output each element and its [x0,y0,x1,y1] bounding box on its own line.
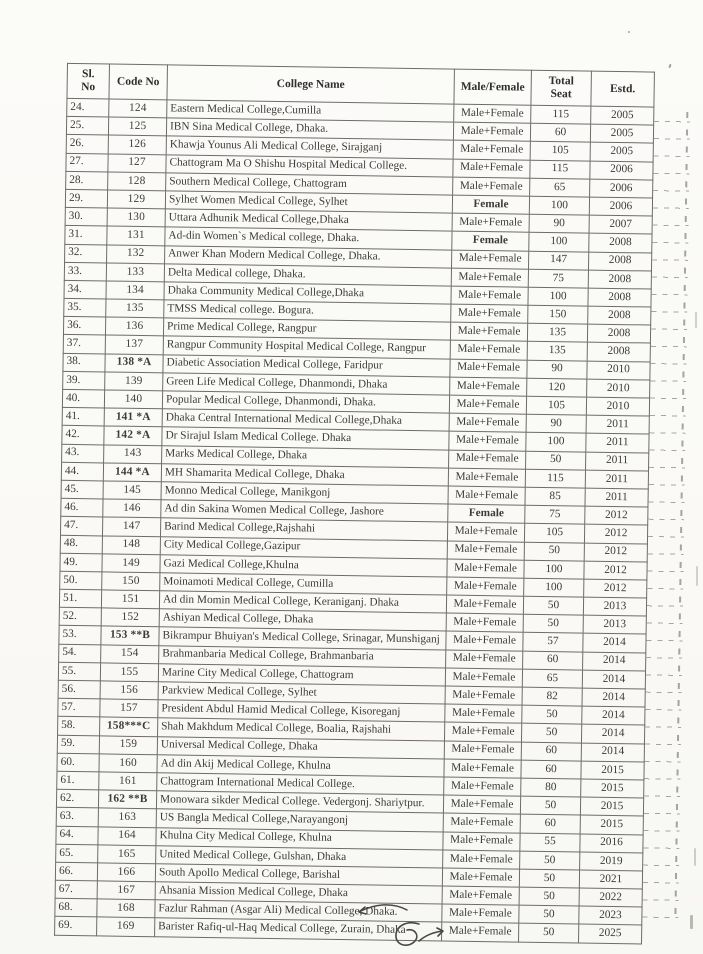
gender-cell: Male+Female [448,468,525,487]
total-seat-cell: 50 [526,451,586,470]
college-name-cell: US Bangla Medical College,Narayangonj [156,809,443,831]
gender-cell: Male+Female [443,795,520,814]
total-seat-cell: 75 [528,269,588,288]
sl-no-cell: 25. [66,117,108,136]
sl-no-cell: 36. [63,317,105,336]
college-name-cell: City Medical College,Gazipur [160,536,447,558]
sl-no-cell: 61. [57,771,99,790]
total-seat-cell: 90 [526,414,586,433]
total-seat-cell: 50 [519,924,579,943]
total-seat-cell: 60 [521,760,581,779]
total-seat-cell: 50 [523,614,583,633]
estd-cell: 2014 [581,724,644,743]
total-seat-cell: 115 [531,105,591,124]
sl-no-cell: 69. [55,917,97,936]
code-no-cell: 149 [102,554,160,573]
total-seat-cell: 50 [519,869,579,888]
estd-cell: 2015 [581,779,644,798]
column-header-code-no: Code No [109,64,168,100]
estd-cell: 2010 [586,397,649,416]
college-name-cell: Ad din Sakina Women Medical College, Jashore [161,500,448,522]
code-no-cell: 132 [107,244,165,263]
sl-no-cell: 55. [58,662,100,681]
gender-cell: Male+Female [443,850,520,869]
code-no-cell: 137 [105,335,163,354]
total-seat-cell: 85 [525,487,585,506]
college-name-cell: South Apollo Medical College, Barishal [155,864,442,886]
sl-no-cell: 49. [60,553,102,572]
college-name-cell: Uttara Adhunik Medical College,Dhaka [165,209,452,231]
college-name-cell: Ad din Akij Medical College, Khulna [157,755,444,777]
estd-cell: 2014 [583,634,646,653]
estd-cell: 2014 [582,706,645,725]
total-seat-cell: 100 [529,196,589,215]
gender-cell: Male+Female [449,395,526,414]
total-seat-cell: 90 [529,214,589,233]
college-name-cell: Bikrampur Bhuiyan's Medical College, Srinagar, Munshiganj [159,627,446,649]
total-seat-cell: 100 [528,287,588,306]
total-seat-cell: 50 [521,724,581,743]
college-name-cell: Prime Medical College, Rangpur [163,318,450,340]
code-no-cell: 159 [99,735,157,754]
sl-no-cell: 63. [56,808,98,827]
sl-no-cell: 43. [62,444,104,463]
estd-cell: 2005 [590,142,653,161]
code-no-cell: 147 [102,517,160,536]
college-name-cell: Barister Rafiq-ul-Haq Medical College, Zurain, Dhaka [155,918,442,940]
gender-cell: Male+Female [447,522,524,541]
estd-cell: 2012 [584,579,647,598]
code-no-cell: 141 *A [104,408,162,427]
sl-no-cell: 26. [66,135,108,154]
gender-cell: Female [452,195,529,214]
total-seat-cell: 50 [520,851,580,870]
gender-cell: Male+Female [451,286,528,305]
college-name-cell: Ashiyan Medical College, Dhaka [159,609,446,631]
estd-cell: 2010 [587,379,650,398]
code-no-cell: 124 [109,99,167,118]
total-seat-cell: 105 [524,524,584,543]
code-no-cell: 130 [107,208,165,227]
college-name-cell: Ad din Momin Medical College, Keraniganj. Dhaka [159,591,446,613]
college-name-cell: IBN Sina Medical College, Dhaka. [166,118,453,140]
total-seat-cell: 80 [521,778,581,797]
code-no-cell: 152 [101,608,159,627]
code-no-cell: 160 [99,754,157,773]
gender-cell: Male+Female [446,595,523,614]
college-name-cell: Green Life Medical College, Dhanmondi, Dhaka [163,373,450,395]
gender-cell: Male+Female [454,104,531,123]
code-no-cell: 129 [107,190,165,209]
college-name-cell: Dhaka Central International Medical College,Dhaka [162,409,449,431]
gender-cell: Female [448,504,525,523]
total-seat-cell: 55 [520,833,580,852]
code-no-cell: 146 [103,499,161,518]
estd-cell: 2016 [580,834,643,853]
gender-cell: Male+Female [449,413,526,432]
total-seat-cell: 115 [530,160,590,179]
gender-cell: Male+Female [449,431,526,450]
code-no-cell: 136 [105,317,163,336]
total-seat-cell: 120 [527,378,587,397]
column-header-sl-no: Sl. No [67,63,110,99]
code-no-cell: 125 [108,117,166,136]
code-no-cell: 167 [97,881,155,900]
total-seat-cell: 147 [528,251,588,270]
sl-no-cell: 24. [67,98,109,117]
scan-speck [694,848,696,866]
column-header-college-name: College Name [167,65,454,104]
code-no-cell: 157 [100,699,158,718]
total-seat-cell: 60 [520,814,580,833]
sl-no-cell: 30. [65,207,107,226]
college-name-cell: United Medical College, Gulshan, Dhaka [156,845,443,867]
gender-cell: Male+Female [445,668,522,687]
code-no-cell: 134 [106,281,164,300]
sl-no-cell: 31. [65,226,107,245]
gender-cell: Male+Female [448,486,525,505]
sl-no-cell: 37. [63,335,105,354]
sl-no-cell: 48. [60,535,102,554]
total-seat-cell: 65 [522,669,582,688]
estd-cell: 2014 [581,743,644,762]
gender-cell: Male+Female [446,631,523,650]
total-seat-cell: 100 [524,578,584,597]
sl-no-cell: 54. [59,644,101,663]
code-no-cell: 145 [103,481,161,500]
gender-cell: Male+Female [453,159,530,178]
total-seat-cell: 100 [526,433,586,452]
estd-cell: 2006 [590,161,653,180]
college-name-cell: Marks Medical College, Dhaka [162,445,449,467]
sl-no-cell: 57. [58,698,100,717]
college-name-cell: Marine City Medical College, Chattogram [158,664,445,686]
code-no-cell: 128 [108,172,166,191]
total-seat-cell: 57 [523,633,583,652]
gender-cell: Male+Female [442,868,519,887]
gender-cell: Male+Female [443,813,520,832]
total-seat-cell: 135 [527,323,587,342]
gender-cell: Male+Female [453,140,530,159]
college-name-cell: Monowara sikder Medical College. Vedergonj. Shariytpur. [156,791,443,813]
estd-cell: 2015 [580,815,643,834]
total-seat-cell: 90 [527,360,587,379]
code-no-cell: 153 **B [101,626,159,645]
college-name-cell: Diabetic Association Medical College, Faridpur [163,354,450,376]
sl-no-cell: 56. [58,680,100,699]
estd-cell: 2015 [581,761,644,780]
sl-no-cell: 29. [65,189,107,208]
code-no-cell: 139 [105,372,163,391]
gender-cell: Male+Female [447,541,524,560]
sl-no-cell: 35. [64,298,106,317]
college-name-cell: Brahmanbaria Medical College, Brahmanbaria [159,645,446,667]
estd-cell: 2014 [583,652,646,671]
estd-cell: 2014 [582,670,645,689]
gender-cell: Male+Female [444,722,521,741]
code-no-cell: 164 [98,826,156,845]
table-skew-wrapper [54,63,687,945]
scan-speck [628,31,630,33]
estd-cell: 2007 [589,215,652,234]
code-no-cell: 142 *A [104,426,162,445]
gender-cell: Male+Female [452,250,529,269]
code-no-cell: 166 [97,863,155,882]
total-seat-cell: 60 [521,742,581,761]
gender-cell: Male+Female [443,832,520,851]
college-name-cell: Gazi Medical College,Khulna [160,554,447,576]
estd-cell: 2006 [590,179,653,198]
gender-cell: Male+Female [442,904,519,923]
sl-no-cell: 52. [59,608,101,627]
estd-cell: 2011 [585,488,648,507]
gender-cell: Male+Female [450,377,527,396]
estd-cell: 2008 [587,343,650,362]
code-no-cell: 126 [108,135,166,154]
sl-no-cell: 40. [62,389,104,408]
estd-cell: 2014 [582,688,645,707]
college-name-cell: Khawja Younus Ali Medical College, Sirajganj [166,136,453,158]
estd-cell: 2015 [580,797,643,816]
code-no-cell: 144 *A [103,463,161,482]
medical-college-table [54,63,655,944]
college-name-cell: Southern Medical College, Chattogram [166,173,453,195]
total-seat-cell: 50 [520,796,580,815]
total-seat-cell: 115 [525,469,585,488]
code-no-cell: 165 [98,845,156,864]
college-name-cell: Monno Medical College, Manikgonj [161,482,448,504]
college-name-cell: Ahsania Mission Medical College, Dhaka [155,882,442,904]
code-no-cell: 133 [106,263,164,282]
college-name-cell: Parkview Medical College, Sylhet [158,682,445,704]
total-seat-cell: 82 [522,687,582,706]
estd-cell: 2013 [583,615,646,634]
sl-no-cell: 27. [66,153,108,172]
code-no-cell: 155 [100,663,158,682]
gender-cell: Male+Female [450,322,527,341]
sl-no-cell: 33. [64,262,106,281]
gender-cell: Male+Female [447,577,524,596]
column-header-total-seat: Total Seat [531,70,592,106]
total-seat-cell: 135 [527,342,587,361]
total-seat-cell: 60 [523,651,583,670]
total-seat-cell: 50 [524,542,584,561]
college-name-cell: Dhaka Community Medical College,Dhaka [164,282,451,304]
sl-no-cell: 62. [56,789,98,808]
gender-cell: Male+Female [444,741,521,760]
college-name-cell: Popular Medical College, Dhanmondi, Dhaka. [162,391,449,413]
college-name-cell: Barind Medical College,Rajshahi [160,518,447,540]
estd-cell: 2008 [588,252,651,271]
total-seat-cell: 150 [528,305,588,324]
total-seat-cell: 60 [530,123,590,142]
table-body [55,98,654,943]
total-seat-cell: 75 [525,505,585,524]
code-no-cell: 158***C [100,717,158,736]
estd-cell: 2011 [586,452,649,471]
code-no-cell: 168 [97,899,155,918]
gender-cell: Male+Female [450,359,527,378]
estd-cell: 2025 [579,924,642,943]
gender-cell: Male+Female [442,886,519,905]
sl-no-cell: 60. [57,753,99,772]
estd-cell: 2023 [579,906,642,925]
code-no-cell: 140 [104,390,162,409]
scan-speck [668,64,671,68]
code-no-cell: 169 [97,917,155,936]
total-seat-cell: 50 [522,705,582,724]
sl-no-cell: 46. [61,498,103,517]
college-name-cell: Anwer Khan Modern Medical College, Dhaka. [165,245,452,267]
estd-cell: 2012 [585,506,648,525]
sl-no-cell: 47. [60,517,102,536]
college-name-cell: Eastern Medical College,Cumilla [167,100,454,122]
college-name-cell: Khulna City Medical College, Khulna [156,827,443,849]
estd-cell: 2011 [586,415,649,434]
college-name-cell: Chattogram International Medical College. [157,773,444,795]
college-name-cell: Delta Medical college, Dhaka. [164,264,451,286]
sl-no-cell: 45. [61,480,103,499]
code-no-cell: 143 [104,445,162,464]
sl-no-cell: 65. [56,844,98,863]
code-no-cell: 135 [106,299,164,318]
gender-cell: Male+Female [449,450,526,469]
sl-no-cell: 41. [62,408,104,427]
college-name-cell: Shah Makhdum Medical College, Boalia, Rajshahi [158,718,445,740]
estd-cell: 2012 [584,561,647,580]
gender-cell: Male+Female [451,304,528,323]
total-seat-cell: 50 [519,887,579,906]
code-no-cell: 127 [108,154,166,173]
code-no-cell: 156 [100,681,158,700]
estd-cell: 2006 [589,197,652,216]
gender-cell: Male+Female [446,613,523,632]
gender-cell: Male+Female [451,268,528,287]
column-header-estd: Estd. [591,71,655,107]
gender-cell: Male+Female [453,177,530,196]
code-no-cell: 154 [101,645,159,664]
gender-cell: Male+Female [445,704,522,723]
total-seat-cell: 105 [530,142,590,161]
scan-speck [696,566,698,586]
estd-cell: 2008 [588,270,651,289]
code-no-cell: 150 [102,572,160,591]
estd-cell: 2008 [587,324,650,343]
scan-speck [695,312,697,328]
total-seat-cell: 50 [519,905,579,924]
total-seat-cell: 105 [526,396,586,415]
college-name-cell: Chattogram Ma O Shishu Hospital Medical College. [166,154,453,176]
sl-no-cell: 67. [55,880,97,899]
sl-no-cell: 51. [59,589,101,608]
total-seat-cell: 100 [529,233,589,252]
gender-cell: Male+Female [453,122,530,141]
code-no-cell: 148 [102,535,160,554]
scan-speck [690,915,693,929]
total-seat-cell: 50 [523,596,583,615]
estd-cell: 2011 [585,470,648,489]
college-name-cell: TMSS Medical college. Bogura. [164,300,451,322]
code-no-cell: 131 [107,226,165,245]
sl-no-cell: 38. [63,353,105,372]
total-seat-cell: 100 [524,560,584,579]
code-no-cell: 138 *A [105,354,163,373]
estd-cell: 2005 [591,106,654,125]
estd-cell: 2005 [590,124,653,143]
estd-cell: 2008 [588,288,651,307]
code-no-cell: 161 [99,772,157,791]
sl-no-cell: 58. [58,717,100,736]
estd-cell: 2008 [588,306,651,325]
gender-cell: Male+Female [446,650,523,669]
estd-cell: 2008 [589,233,652,252]
code-no-cell: 151 [101,590,159,609]
scan-artifact-edge-ticks [674,112,688,922]
sl-no-cell: 34. [64,280,106,299]
college-name-cell: Dr Sirajul Islam Medical College. Dhaka [162,427,449,449]
estd-cell: 2010 [587,361,650,380]
sl-no-cell: 28. [66,171,108,190]
sl-no-cell: 59. [57,735,99,754]
code-no-cell: 162 **B [98,790,156,809]
sl-no-cell: 68. [55,899,97,918]
college-name-cell: Moinamoti Medical College, Cumilla [160,573,447,595]
estd-cell: 2022 [579,888,642,907]
sl-no-cell: 53. [59,626,101,645]
gender-cell: Male+Female [450,341,527,360]
gender-cell: Male+Female [447,559,524,578]
sl-no-cell: 42. [62,426,104,445]
college-name-cell: MH Shamarita Medical College, Dhaka [161,464,448,486]
college-name-cell: Sylhet Women Medical College, Sylhet [165,191,452,213]
college-name-cell: Universal Medical College, Dhaka [157,736,444,758]
total-seat-cell: 65 [530,178,590,197]
gender-cell: Male+Female [442,922,519,941]
gender-cell: Male+Female [445,686,522,705]
college-name-cell: Fazlur Rahman (Asgar Ali) Medical College, Dhaka. [155,900,442,922]
college-name-cell: Ad-din Women`s Medical college, Dhaka. [165,227,452,249]
sl-no-cell: 44. [61,462,103,481]
gender-cell: Male+Female [444,759,521,778]
sl-no-cell: 64. [56,826,98,845]
gender-cell: Male+Female [444,777,521,796]
gender-cell: Female [452,231,529,250]
sl-no-cell: 39. [63,371,105,390]
college-name-cell: Rangpur Community Hospital Medical College, Rangpur [163,336,450,358]
estd-cell: 2011 [586,433,649,452]
estd-cell: 2021 [579,870,642,889]
sl-no-cell: 50. [60,571,102,590]
code-no-cell: 163 [98,808,156,827]
estd-cell: 2012 [584,524,647,543]
sl-no-cell: 66. [55,862,97,881]
estd-cell: 2019 [580,852,643,871]
estd-cell: 2013 [583,597,646,616]
sl-no-cell: 32. [65,244,107,263]
college-name-cell: President Abdul Hamid Medical College, Kisoreganj [158,700,445,722]
column-header-male-female: Male/Female [454,69,532,105]
gender-cell: Male+Female [452,213,529,232]
estd-cell: 2012 [584,543,647,562]
